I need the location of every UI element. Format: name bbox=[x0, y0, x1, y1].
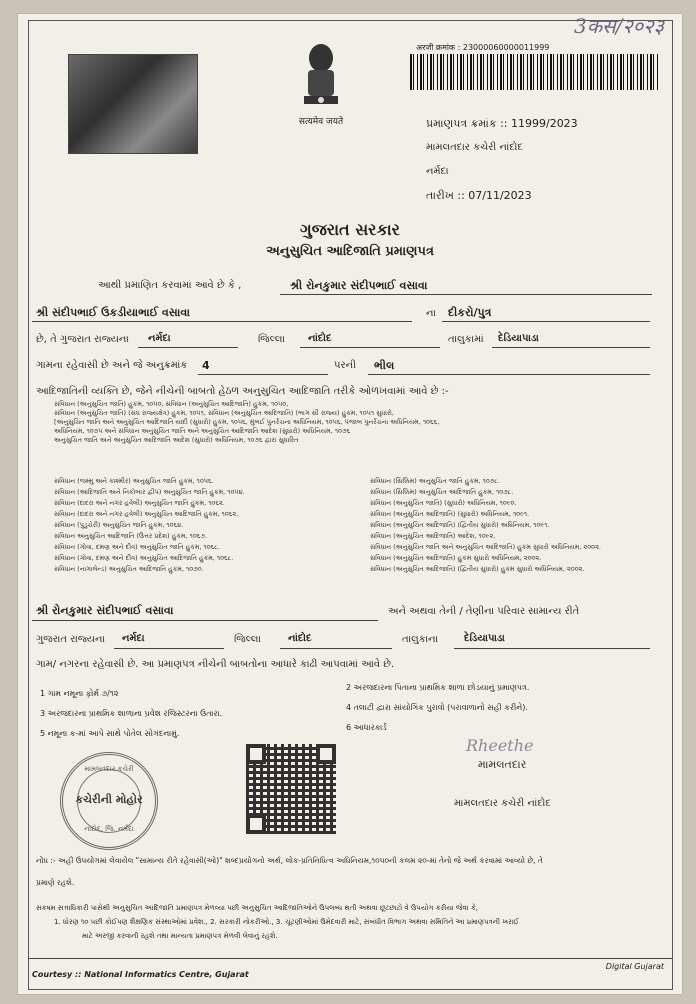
order-item: સંવિધાન (અનુસુચિત આદિજાતિ) (સુધારો) અધિનિયમ, ૧૦૯૧. bbox=[370, 510, 530, 518]
issue-date: તારીખ :: 07/11/2023 bbox=[426, 189, 532, 202]
resident-prefix: ગામના રહેવાસી છે અને જે અનુક્રમાંક bbox=[36, 360, 188, 371]
order-item: સંવિધાન (અનુસુચિત આદિજાતિ) (દ્વિતીય સુધારો) અધિનિયમ, ૧૦૯૧. bbox=[370, 521, 550, 529]
order-item: સંવિધાન (આદિજાતિ અને નિકોબાર દ્વીપ) અનુસુચિત જાતિ હુકમ, ૧૦૫૪. bbox=[54, 488, 245, 496]
order-item: સંવિધાન (ગોવા, દમણ અને દીવ) અનુસુચિત જાતિ હુકમ, ૧૦૬૮. bbox=[54, 543, 220, 551]
order-item: સંવિધાન (સિક્કિમ) અનુસુચિત આદિજાતિ હુકમ, ૧૦૭૮. bbox=[370, 488, 514, 496]
law-line: સંવિધાન (અનુસુચિત જાતિ) (સંધ રાજ્યક્ષેત્ર) હુકમ, ૧૦૫૧, સંવિધાન (અનુસુચિત આદિજાતિ) (ભાગ સી રાજ્ય) હુકમ, ૧૦૫૧ સુધારો, bbox=[54, 409, 394, 417]
certificate-title: અનુસુચિત આદિજાતિ પ્રમાણપત્ર bbox=[266, 244, 434, 259]
district-value: નર્મદા bbox=[148, 333, 171, 344]
handwritten-reference: 3कस/२०२३ bbox=[574, 14, 664, 38]
office-seal bbox=[60, 752, 158, 850]
law-line: અનુસુચિત જાતિ અને અનુસુચિત આદિજાતિ આદેશ (સુધારો) અધિનિયમ, ૧૦૭૬ દ્વારા સુધારિત bbox=[54, 436, 299, 444]
order-item: સંવિધાન (અનુસુચિત આદિજાતિ) હુકમ સુધારો અધિનિયમ, ૨૦૦૨. bbox=[370, 554, 542, 562]
note-line-4: 1. ધોરણ ૧૦ પછી કોઈપણ શૈક્ષણિક સંસ્થાઓમાં પ્રવેશ., 2. સરકારી નોકરીઓ., 3. ચૂંટણીઓમાં ઉમેદવારી માટે, સંબંધીત વિભાગ અથવા સમિતિને આ પ્રમાણપત્રની ખરાઈ bbox=[54, 918, 519, 926]
district-value-4: નાંદોદ bbox=[288, 633, 312, 644]
government-title: ગુજરાત સરકાર bbox=[300, 220, 400, 239]
docs-right bbox=[346, 678, 529, 738]
seal-top-text: મામલતદાર કચેરી bbox=[84, 765, 134, 773]
relation: દીકરો/પુત્ર bbox=[448, 306, 492, 319]
village-value-2: દેડિયાપાડા bbox=[464, 633, 505, 644]
issuing-district: નર્મદા bbox=[426, 166, 449, 177]
law-line: [અનુસુચિત જાતિ અને અનુસુચિત આદિજાતિ યાદી (સુધારો) હુકમ, ૧૦૫૬, મુંબઈ પુનર્રચના અધિનિયમ, ૧૦૫૬, પંજાબ પુનર્રચના અધિનિયમ, ૧૦૬૬, bbox=[54, 418, 440, 426]
taluka-label: તાલુકામાં bbox=[448, 334, 484, 345]
district-value-3: નર્મદા bbox=[122, 633, 145, 644]
pani-label: પરની bbox=[334, 360, 356, 371]
barcode bbox=[410, 54, 658, 90]
village-value: દેડિયાપાડા bbox=[498, 333, 539, 344]
order-item: સંવિધાન (પુડુચેરી) અનુસુચિત જાતિ હુકમ, ૧૦૬૪. bbox=[54, 521, 184, 529]
certificate-number: પ્રમાણપત્ર ક્રમાંક :: 11999/2023 bbox=[426, 117, 578, 130]
applicant-photo bbox=[68, 54, 198, 154]
seal-text: કચેરીની મોહોર bbox=[75, 793, 143, 806]
order-item: સંવિધાન (અનુસુચિત જાતિ) (સુધારો) અધિનિયમ, ૧૦૯૦. bbox=[370, 499, 517, 507]
doc-item: 2 અરજદારના પિતાના પ્રાથમિક શાળા છોડયાનું પ્રમાણપત્ર. bbox=[346, 683, 530, 692]
law-line: સંવિધાન (અનુસુચિત જાતિ) હુકમ, ૧૦૫૦, સંવિધાન (અનુસુચિત આદિજાતિ) હુકમ, ૧૦૫૦, bbox=[54, 400, 289, 408]
state-prefix-2: ગુજરાત રાજ્યના bbox=[36, 634, 105, 645]
footer-brand: Digital Gujarat bbox=[605, 962, 664, 971]
order-list-right bbox=[370, 476, 662, 575]
note-line-1: નોંધ :- અહીં ઉપયોગમાં લેવાયેલ "સામાન્ય રીતે રહેવાસી(ઓ)" શબ્દપ્રયોગનો અર્થ, લોક-પ્રતિનિધિત્વ અધિનિયમ,૧૦૫૦ની કલમ ૨૦-માં તેનો જે અર્થ કરવામાં આવ્યો છે, તે bbox=[36, 856, 543, 865]
issuing-office: મામલતદાર કચેરી નાંદોદ bbox=[426, 142, 523, 153]
national-emblem-icon bbox=[286, 36, 356, 126]
applicant-name: શ્રી રોનકુમાર સંદીપભાઈ વસાવા bbox=[290, 279, 428, 292]
seal-bottom-text: નાંદોદ, જિ. નર્મદા bbox=[84, 825, 134, 833]
doc-item: 6 આધારકાર્ડ bbox=[346, 723, 387, 732]
order-item: સંવિધાન અનુસુચિત આદિજાતિ (ઉત્તર પ્રદેશ) હુકમ, ૧૦૬૭. bbox=[54, 532, 208, 540]
order-item: સંવિધાન (દાદરા અને નગર હવેલી) અનુસુચિત જાતિ હુકમ, ૧૦૬૨. bbox=[54, 499, 225, 507]
village-statement: ગામ/ નગરના રહેવાસી છે. આ પ્રમાણપત્ર નીચેની બાબતોના આધારે કાઢી આપવામાં આવે છે. bbox=[36, 659, 395, 670]
note-line-5: માટે અરજી કરવાની રહશે તથા માન્યતા પ્રમાણપત્ર મેળવી લેવાનું રહશે. bbox=[82, 932, 278, 940]
father-name: શ્રી સંદીપભાઈ ઉકડીયાભાઈ વસાવા bbox=[36, 306, 190, 319]
jilla-label-2: જિલ્લા bbox=[234, 634, 261, 645]
order-item: સંવિધાન (નાગાલેન્ડ) અનુસુચિત આદિજાતિ હુકમ, ૧૦૭૦. bbox=[54, 565, 204, 573]
schedule-number: 4 bbox=[202, 359, 210, 372]
order-item: સંવિધાન (ગોવા, દમણ અને દીવ) અનુસુચિત આદિજાતિ હુકમ, ૧૦૬૮. bbox=[54, 554, 234, 562]
emblem-motto: सत्यमेव जयते bbox=[298, 117, 344, 127]
jilla-label: જિલ્લા bbox=[258, 334, 285, 345]
taluka-label-2: તાલુકાના bbox=[402, 634, 439, 645]
order-item: સંવિધાન (સિક્કિમ) અનુસુચિત જાતિ હુકમ, ૧૦૭૮. bbox=[370, 477, 500, 485]
certificate-page bbox=[18, 14, 682, 994]
doc-item: 3 અરજદારના પ્રાથમિક શાળાના પ્રવેશ રજિસ્ટરના ઉતારા. bbox=[40, 709, 223, 718]
law-line: અધિનિયમ, ૧૦૭૫ અને સંવિધાન અનુસુચિત જાતિ અને અનુસુચિત આદિજાતિ આદેશ (સુધારો) અધિનિયમ, ૧૦૭૬ bbox=[54, 427, 351, 435]
applicant-name-2: શ્રી રોનકુમાર સંદીપભાઈ વસાવા bbox=[36, 604, 174, 617]
docs-left bbox=[40, 684, 222, 744]
qr-code bbox=[246, 744, 336, 834]
signatory-title: મામલતદાર bbox=[478, 758, 527, 771]
note-line-2: પ્રમાણે રહશે. bbox=[36, 878, 75, 887]
doc-item: 5 નમૂના ક-માં આપે સાથે પોતેલ સોગંદનામું. bbox=[40, 729, 180, 738]
application-number: अरजी क्रमांक : 23000060000011999 bbox=[416, 43, 550, 52]
doc-item: 1 ગામ નમૂના ફોર્મ ૭/૧૨ bbox=[40, 689, 119, 698]
order-item: સંવિધાન (દાદરા અને નગર હવેલી) અનુસુચિત આદિજાતિ હુકમ, ૧૦૬૨. bbox=[54, 510, 239, 518]
footer-courtesy: Courtesy :: National Informatics Centre, Gujarat bbox=[32, 970, 249, 979]
state-prefix: છે, તે ગુજરાત રાજ્યના bbox=[36, 334, 129, 345]
order-item: સંવિધાન (અનુસુચિત આદિજાતિ) આદેશ, ૧૦૯૨. bbox=[370, 532, 496, 540]
signatory-office: મામલતદાર કચેરી નાંદોદ bbox=[454, 798, 551, 809]
order-item: સંવિધાન (અનુસુચિત આદિજાતિ) (દ્વિતીય સુધારો) હુકમ સુધારો અધિનિયમ, ૨૦૦૨. bbox=[370, 565, 585, 573]
district-value-2: નાંદોદ bbox=[308, 333, 332, 344]
order-item: સંવિધાન (જમ્મુ અને કાશ્મીર) અનુસુચિત જાતિ હુકમ, ૧૦૫૬. bbox=[54, 477, 214, 485]
order-list-left bbox=[54, 476, 354, 575]
doc-item: 4 તલાટી દ્વારા સાંયોગિક પુરાવો (પરાવાળાનો સહી કરીને). bbox=[346, 703, 528, 712]
order-item: સંવિધાન (અનુસુચિત જાતિ અને અનુસુચિત આદિજાતિ) હુકમ સુધારો અધિનિયમ, ૨૦૦૨. bbox=[370, 543, 601, 551]
certify-prefix: આથી પ્રમાણિત કરવામાં આવે છે કે , bbox=[98, 280, 242, 291]
na-label: ના bbox=[426, 308, 436, 319]
signature-scribble: Rheethe bbox=[466, 736, 534, 755]
recognized-statement: આદિજાતિની વ્યક્તિ છે, જેને નીચેની બાબતો હેઠળ અનુસુચિત આદિજાતિ તરીકે ઓળખવામાં આવે છે :- bbox=[36, 386, 449, 397]
tribe-name: ભીલ bbox=[374, 359, 395, 372]
law-list bbox=[54, 400, 654, 445]
family-statement: અને અથવા તેની / તેણીના પરિવાર સામાન્ય રીતે bbox=[388, 606, 580, 617]
note-line-3: સકષમ સત્તાધિકારી પાસેથી અનુસુચિત આદિજાતિ પ્રમાણપત્ર મેળવ્યા પછી અનુસુચિત આદિજાતિઓને ઉપલબ્ધ થતી અથવા છૂટછાટો વે ઉપયોગ કરીયા જેવા કે, bbox=[36, 904, 478, 912]
